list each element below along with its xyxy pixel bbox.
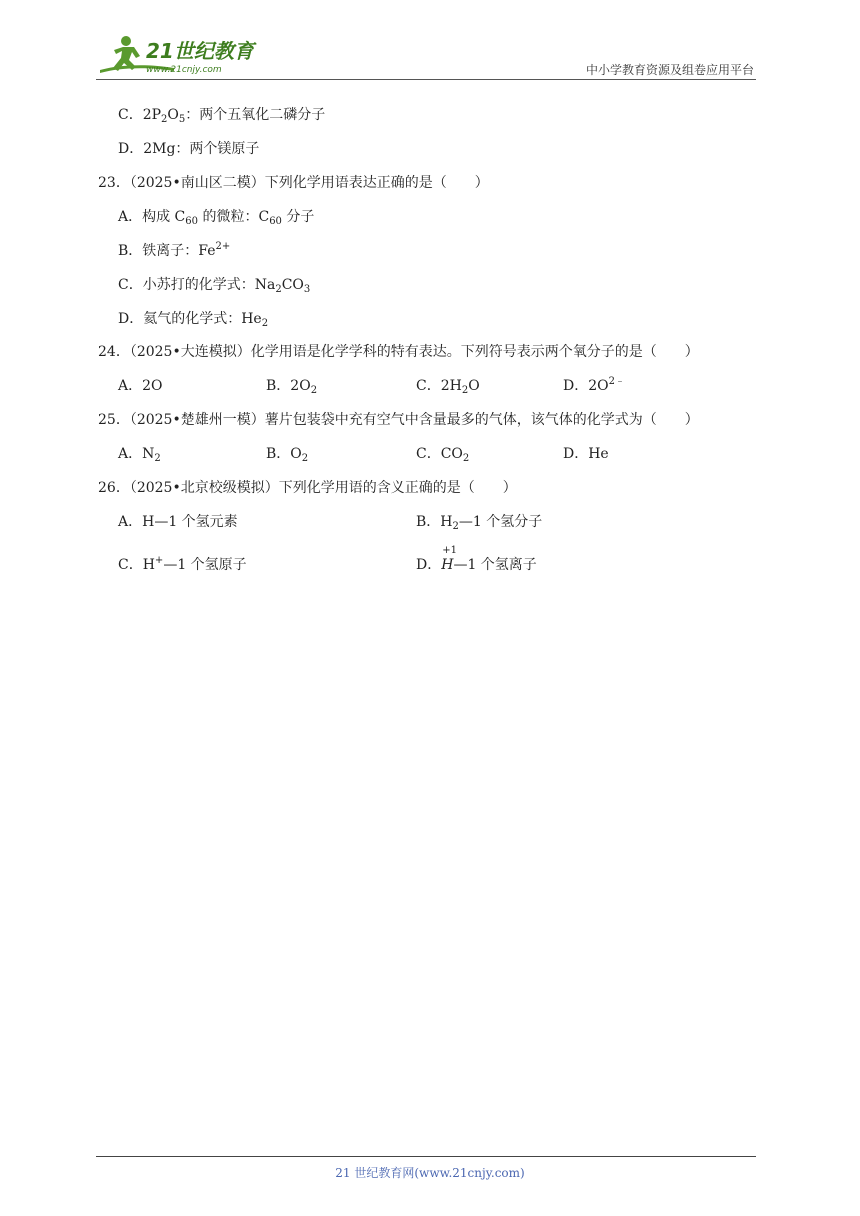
question-25: 25．（2025•楚雄州一模）薯片包装袋中充有空气中含量最多的气体，该气体的化学式为（ ） — [98, 412, 699, 428]
option-25a: A．$N_2$ — [118, 446, 161, 464]
option-26b: B．$H_2—1$ 个氢分子 — [416, 514, 543, 532]
question-23: 23．（2025•南山区二模）下列化学用语表达正确的是（ ） — [98, 175, 489, 191]
option-25c: C．$CO_2$ — [416, 446, 470, 464]
page-header — [96, 30, 756, 80]
option-25d: D．He — [563, 446, 609, 462]
logo-url: www.21cnjy.com — [146, 65, 222, 75]
logo-text: 21世纪教育 — [146, 39, 254, 63]
option-24d: D．$2O^{2﹣}$ — [563, 376, 625, 394]
option-24b: B．$2O_2$ — [266, 378, 318, 396]
option-23c: C．小苏打的化学式：$Na_2CO_3$ — [118, 277, 311, 295]
option-26d: D． +1 H—1 个氢离子 — [416, 555, 537, 575]
option-25b: B．$O_2$ — [266, 446, 309, 464]
option-26a: A．H—1 个氢元素 — [118, 514, 238, 530]
option-26c: C．H+—1 个氢原子 — [118, 555, 247, 573]
option-24a: A．2O — [118, 378, 163, 394]
header-divider — [96, 79, 756, 80]
option-23d: D．氦气的化学式：$He_2$ — [118, 311, 269, 329]
option-23a: A．构成 $C_{60}$ 的微粒：$C_{60}$ 分子 — [118, 209, 315, 227]
platform-name: 中小学教育资源及组卷应用平台 — [585, 63, 754, 77]
option-23b: B．铁离子：$Fe^{2+}$ — [118, 241, 231, 259]
footer-text: 21 世纪教育网(www.21cnjy.com) — [335, 1166, 525, 1180]
option-22d: D．2Mg：两个镁原子 — [118, 141, 260, 157]
question-26: 26．（2025•北京校级模拟）下列化学用语的含义正确的是（ ） — [98, 480, 517, 496]
valence-mark: +1 — [442, 545, 457, 556]
footer-divider — [96, 1156, 756, 1157]
question-24: 24．（2025•大连模拟）化学用语是化学学科的特有表达。下列符号表示两个氧分子的是（ ） — [98, 344, 699, 360]
site-logo — [96, 34, 266, 76]
option-24c: C．$2H_2O$ — [416, 378, 480, 396]
option-22c: C．$2P_2O_5$：两个五氧化二磷分子 — [118, 107, 326, 125]
